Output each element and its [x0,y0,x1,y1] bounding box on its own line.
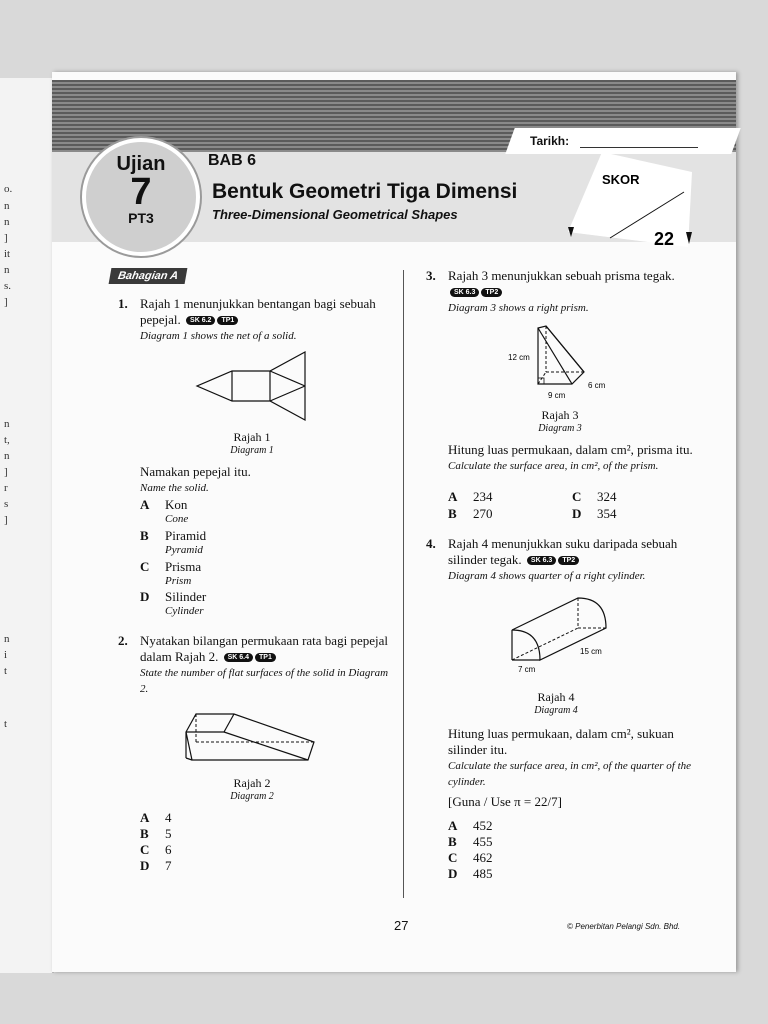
sk-tag: SK 6.4 [224,653,253,662]
prompt-en: Calculate the surface area, in cm², of the prism. [448,460,659,472]
option-b[interactable] [140,826,172,841]
caption-ms: Rajah 1 [233,430,271,444]
option-text: 6 [165,842,172,857]
option-letter: C [572,489,582,504]
question-text: Rajah 1 menunjukkan bentangan bagi sebuah pepejal. [140,296,376,327]
left-page-fragment: t, [4,434,10,446]
option-text-english: Prism [165,575,192,587]
option-text-english: Pyramid [165,544,203,556]
option-text: 4 [165,810,172,825]
option-b[interactable] [448,834,493,849]
option-c[interactable] [572,489,617,504]
option-letter: B [140,826,149,841]
option-letter: A [448,818,458,833]
option-letter: D [140,858,150,873]
option-text: 455 [473,834,493,849]
option-c[interactable] [448,850,493,865]
pt3-label: PT3 [128,210,154,226]
option-b[interactable] [448,506,493,521]
question-number: 2. [118,633,128,648]
question-3 [426,268,698,316]
option-text: 234 [473,489,493,504]
option-letter: D [140,589,150,604]
question-text-english: Diagram 4 shows quarter of a right cylinder. [448,570,646,582]
left-page-fragment: i [4,649,8,661]
dimension-radius: 7 cm [518,665,536,674]
option-letter: A [140,810,150,825]
option-text: Piramid [165,528,207,543]
option-text: Silinder [165,589,207,604]
dimension-depth: 6 cm [588,381,606,390]
left-page-fragment: ] [4,466,8,478]
left-page-fragment: r [4,482,8,494]
option-a[interactable] [448,489,493,504]
left-page-fragment: n [4,418,10,430]
left-page-fragment: n [4,450,10,462]
tp-tag: TP2 [558,556,579,565]
solid-diagram-2 [182,708,322,764]
test-badge [82,138,200,256]
option-letter: A [448,489,458,504]
copyright: © Penerbitan Pelangi Sdn. Bhd. [567,922,681,931]
left-page-fragment: n [4,633,10,645]
diagram-4-caption [506,690,606,718]
prompt-ms: Hitung luas permukaan, dalam cm², prisma itu. [448,442,693,457]
question-number: 1. [118,296,128,311]
dimension-height: 12 cm [508,353,530,362]
left-page-fragment: t [4,718,8,730]
net-diagram-1 [194,348,309,424]
left-page-fragment: n [4,216,10,228]
caption-ms: Rajah 3 [541,408,579,422]
prompt-ms: Namakan pepejal itu. [140,464,251,479]
left-page-fragment: o. [4,183,13,195]
diagram-1-caption [202,430,302,458]
q3-prompt [448,442,698,474]
option-letter: B [448,834,457,849]
caption-en: Diagram 1 [230,445,274,456]
left-page-fragment: ] [4,514,8,526]
option-d[interactable] [140,858,172,873]
quarter-cylinder-diagram-4 [508,594,628,680]
option-letter: B [140,528,149,543]
option-letter: B [448,506,457,521]
prompt-en: Name the solid. [140,482,209,494]
option-text: 485 [473,866,493,881]
option-a[interactable] [140,810,172,825]
question-text: Rajah 4 menunjukkan suku daripada sebuah silinder tegak. [448,536,678,567]
option-a[interactable] [140,497,188,527]
sk-tag: SK 6.2 [186,316,215,325]
option-text: 7 [165,858,172,873]
q1-prompt [140,464,390,496]
dimension-width: 9 cm [548,391,566,400]
caption-en: Diagram 3 [538,423,582,434]
page-number: 27 [394,918,409,933]
q4-prompt [448,726,698,790]
question-text-english: State the number of flat surfaces of the solid in Diagram 2. [140,667,389,695]
option-letter: D [448,866,458,881]
left-page-fragment: s. [4,280,12,292]
tp-tag: TP2 [481,288,502,297]
question-text: Nyatakan bilangan permukaan rata bagi pepejal dalam Rajah 2. [140,633,388,664]
chapter-label: BAB 6 [208,152,257,169]
option-a[interactable] [448,818,493,833]
option-letter: C [448,850,458,865]
left-page-fragment: t [4,665,8,677]
option-b[interactable] [140,528,206,558]
question-number: 3. [426,268,436,283]
question-4 [426,536,698,584]
prompt-ms: Hitung luas permukaan, dalam cm², sukuan silinder itu. [448,726,674,757]
chapter-title-english: Three-Dimensional Geometrical Shapes [212,207,458,222]
option-d[interactable] [572,506,617,521]
score-box [568,152,692,247]
option-text: 5 [165,826,172,841]
dimension-length: 15 cm [580,647,602,656]
test-label: Ujian [116,153,166,175]
tp-tag: TP1 [217,316,238,325]
option-d[interactable] [140,589,206,619]
caption-ms: Rajah 2 [233,776,271,790]
prism-diagram-3 [504,324,614,402]
column-divider [403,270,404,898]
question-text-english: Diagram 3 shows a right prism. [448,302,589,314]
question-number: 4. [426,536,436,551]
left-page-fragment: ] [4,232,8,244]
question-text-english: Diagram 1 shows the net of a solid. [140,330,297,342]
option-text: 452 [473,818,493,833]
sk-tag: SK 6.3 [450,288,479,297]
prompt-en: Calculate the surface area, in cm², of the quarter of the cylinder. [448,760,692,788]
caption-en: Diagram 2 [230,791,274,802]
option-text: 324 [597,489,617,504]
tp-tag: TP1 [255,653,276,662]
option-c[interactable] [140,559,201,589]
left-page-edge [0,78,54,973]
left-page-fragment: ] [4,296,8,308]
chapter-title: Bentuk Geometri Tiga Dimensi [212,180,518,203]
score-total: 22 [654,229,675,247]
caption-en: Diagram 4 [534,705,578,716]
question-1 [118,296,394,344]
workbook-page [52,72,736,972]
option-letter: C [140,842,150,857]
diagram-3-caption [510,408,610,436]
left-page-fragment: s [4,498,9,510]
question-2 [118,633,398,697]
option-d[interactable] [448,866,493,881]
left-page-fragment: n [4,200,10,212]
diagram-2-caption [202,776,302,804]
option-text-english: Cylinder [165,605,204,617]
score-label: SKOR [602,172,640,187]
option-letter: A [140,497,150,512]
sk-tag: SK 6.3 [527,556,556,565]
left-page-fragment: n [4,264,10,276]
caption-ms: Rajah 4 [537,690,575,704]
section-label: Bahagian A [109,268,188,284]
left-page-fragment: it [4,248,11,260]
option-text-english: Cone [165,513,189,525]
option-text: Prisma [165,559,202,574]
option-text: Kon [165,497,188,512]
option-text: 354 [597,506,617,521]
date-label: Tarikh: [530,134,570,148]
option-text: 462 [473,850,493,865]
option-letter: D [572,506,582,521]
question-text: Rajah 3 menunjukkan sebuah prisma tegak. [448,268,675,283]
date-field-line[interactable] [580,147,698,148]
pi-hint: [Guna / Use π = 22/7] [448,794,562,809]
option-c[interactable] [140,842,172,857]
option-text: 270 [473,506,493,521]
option-letter: C [140,559,150,574]
test-number: 7 [130,171,152,213]
